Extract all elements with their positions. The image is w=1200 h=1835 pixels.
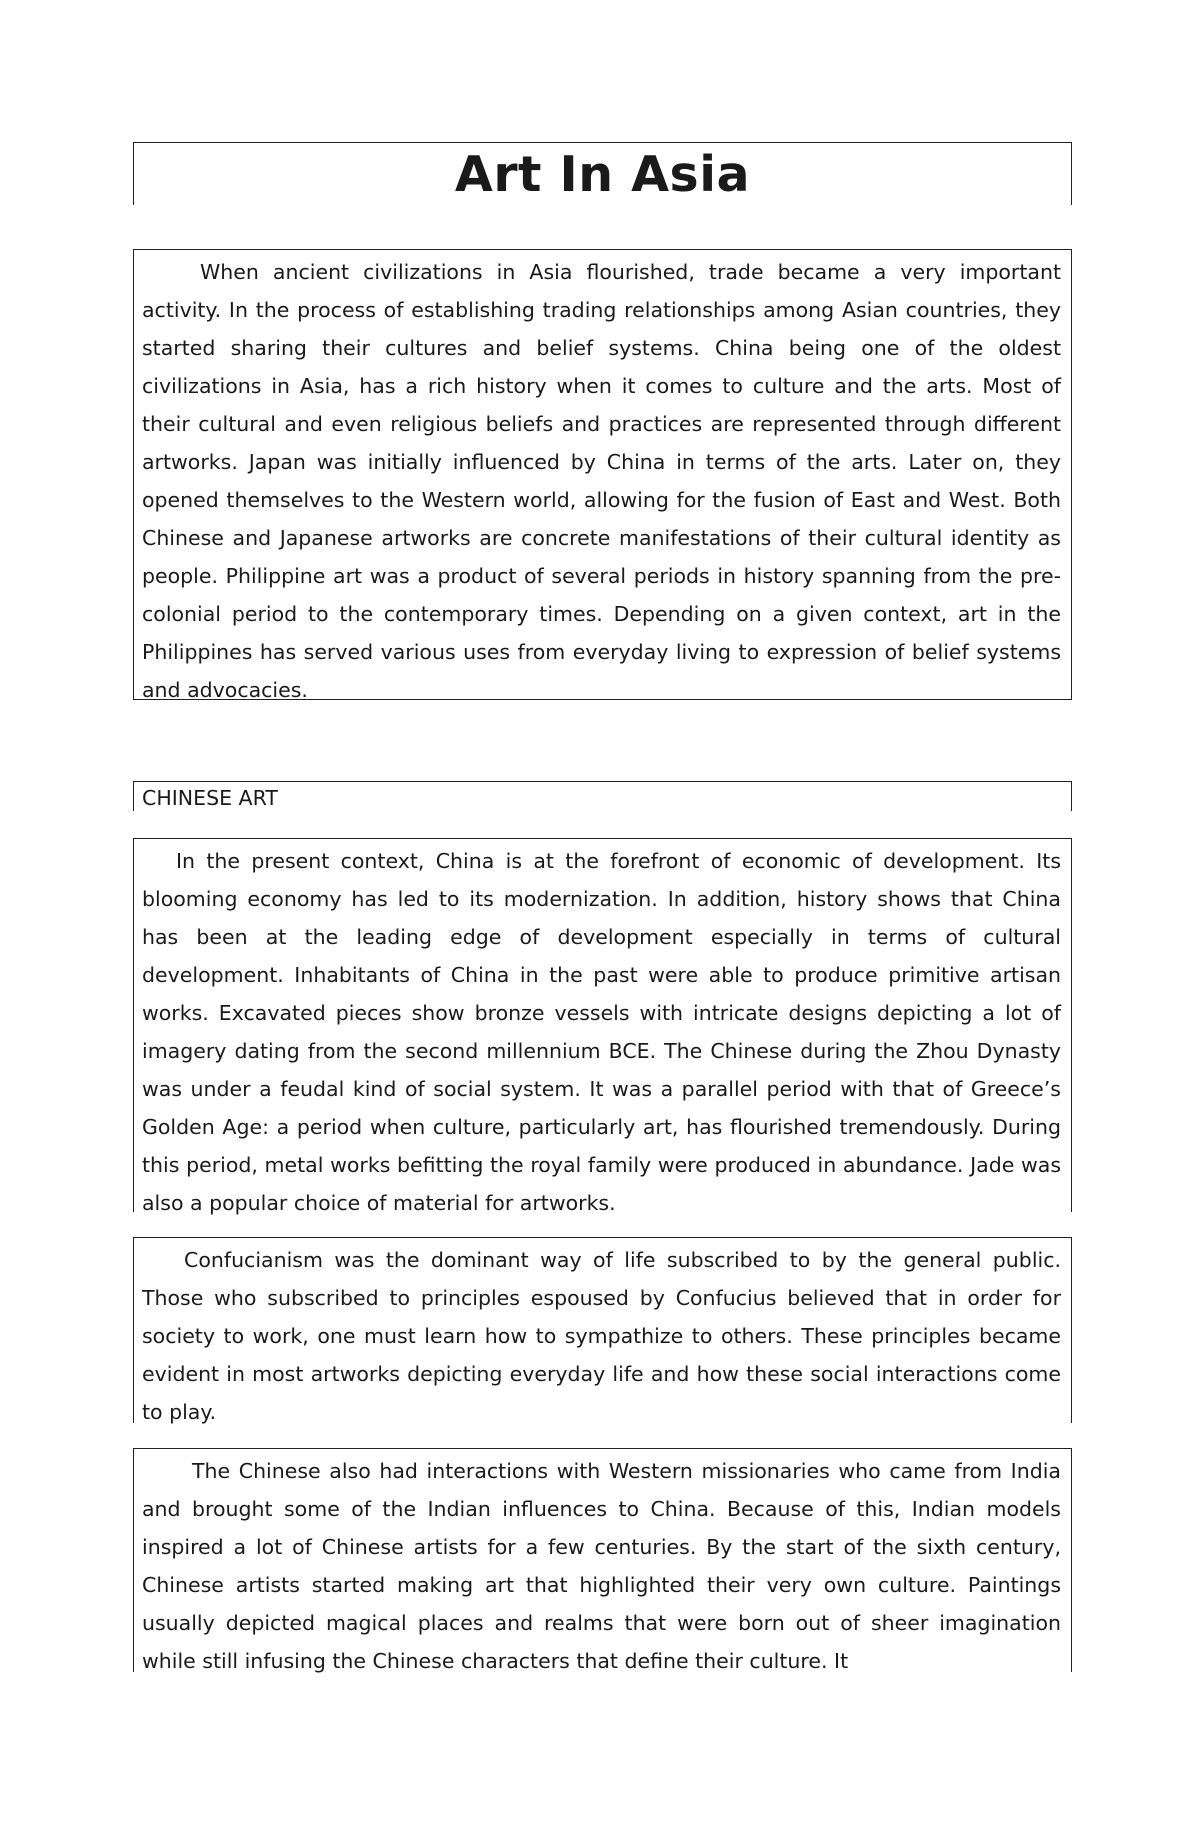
intro-box [133,249,1072,700]
paragraph-box-2 [133,1237,1072,1423]
paragraph-box-1 [133,838,1072,1215]
page-title: Art In Asia [454,146,751,203]
paragraph-box-3 [133,1448,1072,1672]
title-box [133,142,1072,205]
paragraph-3: The Chinese also had interactions with Western missionaries who came from India and brought some of the Indian influences to China. Because of this, Indian models inspired a lot of Chinese artists for a few centuries. By the start of the sixth century, Chinese artists started making art that highlighted their very own culture. Paintings usually depicted magical places and realms that were born out of sheer imagination while still infusing the Chinese characters that define their culture. It [142,1459,1061,1673]
paragraph-1: In the present context, China is at the forefront of economic of development. Its blooming economy has led to its modernization. In addition, history shows that China has been at the leading edge of development especially in terms of cultural development. Inhabitants of China in the past were able to produce primitive artisan works. Excavated pieces show bronze vessels with intricate designs depicting a lot of imagery dating from the second millennium BCE. The Chinese during the Zhou Dynasty was under a feudal kind of social system. It was a parallel period with that of Greece’s Golden Age: a period when culture, particularly art, has flourished tremendously. During this period, metal works befitting the royal family were produced in abundance. Jade was also a popular choice of material for artworks. [142,849,1061,1215]
section-heading: CHINESE ART [142,786,278,810]
paragraph-2: Confucianism was the dominant way of life subscribed to by the general public. Those who subscribed to principles espoused by Confucius believed that in order for society to work, one must learn how to sympathize to others. These principles became evident in most artworks depicting everyday life and how these social interactions come to play. [142,1248,1061,1424]
intro-paragraph: When ancient civilizations in Asia flourished, trade became a very important activity. In the process of establishing trading relationships among Asian countries, they started sharing their cultures and belief systems. China being one of the oldest civilizations in Asia, has a rich history when it comes to culture and the arts. Most of their cultural and even religious beliefs and practices are represented through different artworks. Japan was initially influenced by China in terms of the arts. Later on, they opened themselves to the Western world, allowing for the fusion of East and West. Both Chinese and Japanese artworks are concrete manifestations of their cultural identity as people. Philippine art was a product of several periods in history spanning from the pre-colonial period to the contemporary times. Depending on a given context, art in the Philippines has served various uses from everyday living to expression of belief systems and advocacies. [142,260,1061,702]
section-heading-box [133,781,1072,811]
